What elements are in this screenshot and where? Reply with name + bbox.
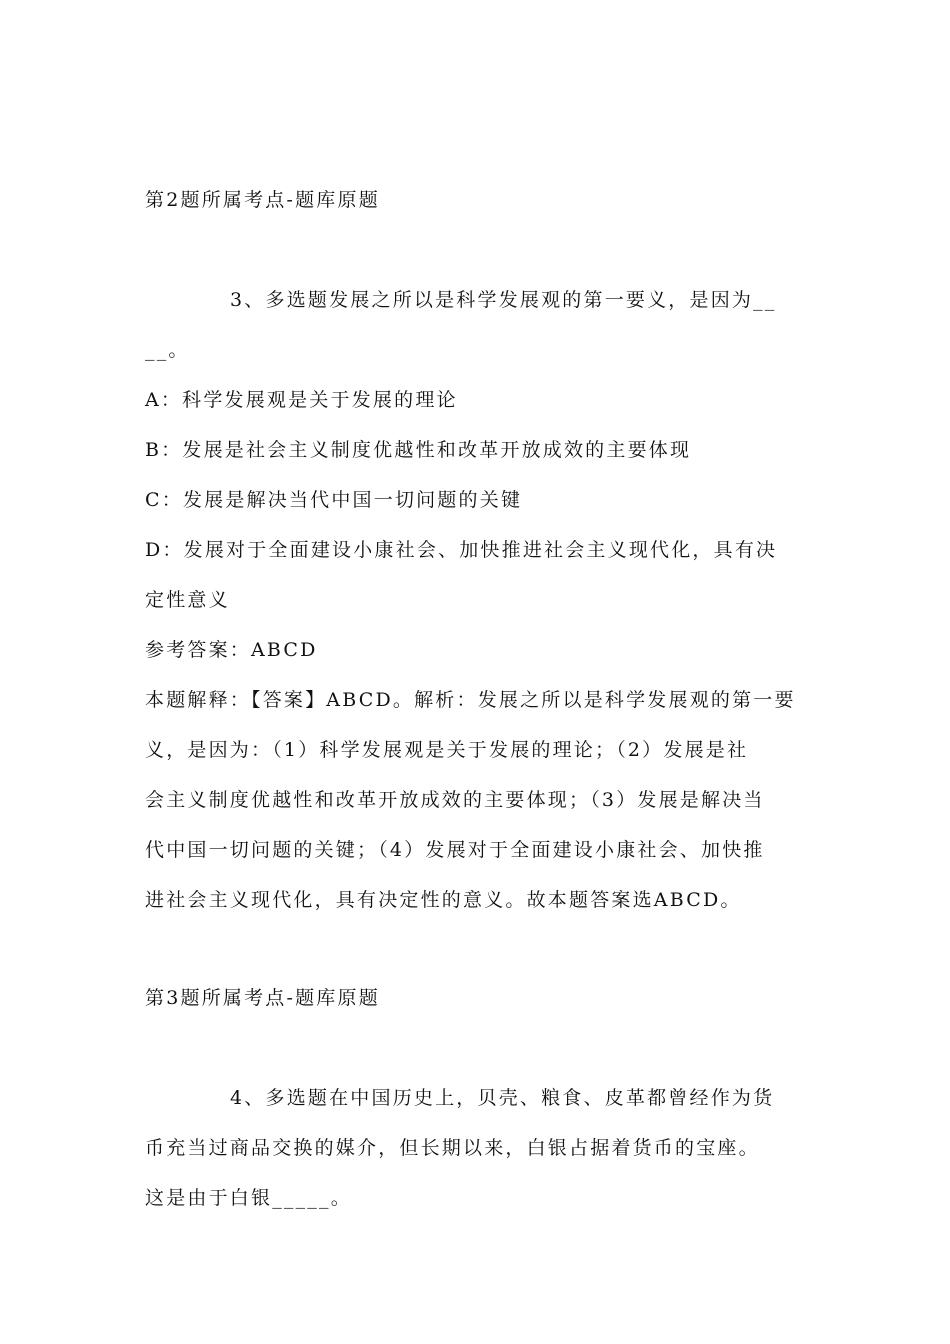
question-4-text-line1: 4、多选题在中国历史上，贝壳、粮食、皮革都曾经作为货 [230, 1087, 775, 1109]
explanation-line: 本题解释：【答案】ABCD。解析：发展之所以是科学发展观的第一要 [145, 689, 796, 711]
option-c: C：发展是解决当代中国一切问题的关键 [145, 489, 523, 511]
option-b: B：发展是社会主义制度优越性和改革开放成效的主要体现 [145, 439, 692, 461]
question-4-text-line2: 币充当过商品交换的媒介，但长期以来，白银占据着货币的宝座。 [145, 1137, 760, 1159]
explanation-line: 会主义制度优越性和改革开放成效的主要体现；（3）发展是解决当 [145, 789, 765, 811]
section-point-label-q2: 第2题所属考点-题库原题 [145, 189, 380, 211]
option-a: A：科学发展观是关于发展的理论 [145, 389, 458, 411]
explanation-line: 义，是因为：（1）科学发展观是关于发展的理论；（2）发展是社 [145, 739, 749, 761]
reference-answer: 参考答案：ABCD [145, 639, 318, 661]
question-3-text-line1: 3、多选题发展之所以是科学发展观的第一要义，是因为__ [230, 289, 777, 311]
question-4-text-line3: 这是由于白银_____。 [145, 1187, 352, 1209]
section-point-label-q3: 第3题所属考点-题库原题 [145, 987, 380, 1009]
option-d-line1: D：发展对于全面建设小康社会、加快推进社会主义现代化，具有决 [145, 539, 778, 561]
option-d-line2: 定性意义 [145, 589, 230, 611]
question-3-text-line2: __。 [145, 339, 190, 361]
explanation-line: 进社会主义现代化，具有决定性的意义。故本题答案选ABCD。 [145, 889, 742, 911]
explanation-line: 代中国一切问题的关键；（4）发展对于全面建设小康社会、加快推 [145, 839, 765, 861]
